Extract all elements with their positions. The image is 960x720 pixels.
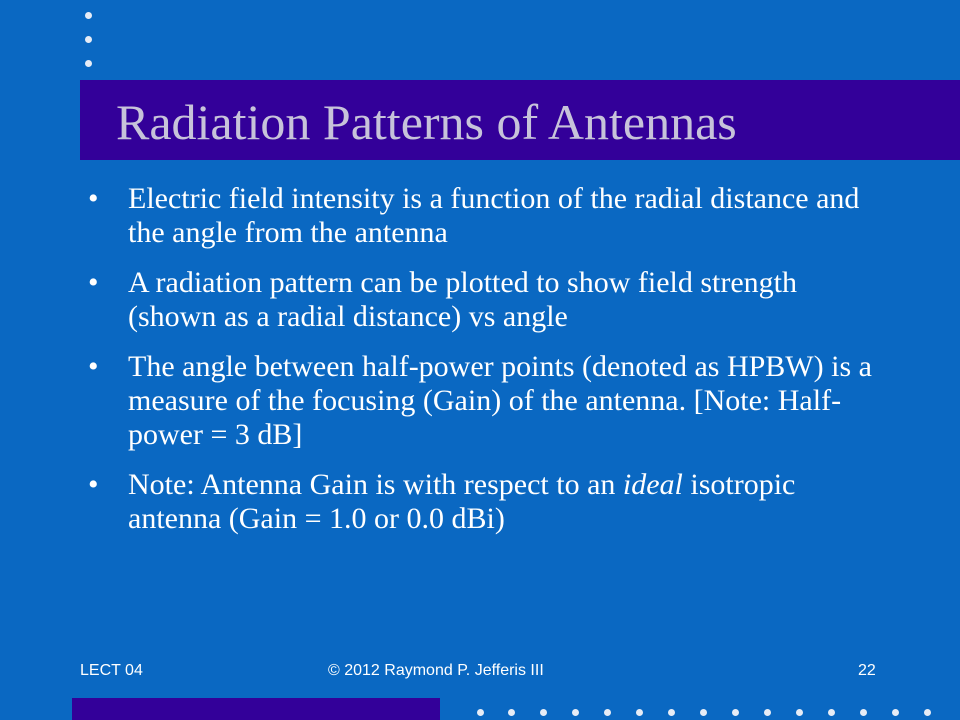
bullet-item <box>88 266 888 334</box>
bullet-item <box>88 350 888 452</box>
footer-center: © 2012 Raymond P. Jefferis III <box>328 662 544 679</box>
bullet-list <box>88 182 888 552</box>
bullet-text <box>128 468 795 535</box>
decor-dot <box>604 709 611 716</box>
bullet-mark: • <box>88 182 99 215</box>
decor-dot <box>924 709 931 716</box>
bullet-mark: • <box>88 266 99 299</box>
decor-dot <box>828 709 835 716</box>
bottom-bar <box>72 698 440 720</box>
bullet-mark: • <box>88 468 99 501</box>
decor-dot <box>796 709 803 716</box>
decor-dot <box>668 709 675 716</box>
bullet-text: The angle between half-power points (denoted as HPBW) is a measure of the focusing (Gain) of the antenna. [Note: Half-power = 3 dB] <box>128 350 872 451</box>
decor-dot <box>477 709 484 716</box>
decor-dot <box>508 709 515 716</box>
decor-dot <box>892 709 899 716</box>
bullet-item <box>88 468 888 536</box>
decor-dot <box>572 709 579 716</box>
footer-left: LECT 04 <box>80 662 143 679</box>
decor-dot <box>860 709 867 716</box>
decor-dot <box>732 709 739 716</box>
bullet-mark: • <box>88 350 99 383</box>
decor-dot <box>540 709 547 716</box>
decor-dot <box>700 709 707 716</box>
decor-dot <box>85 12 92 19</box>
decor-dot <box>85 60 92 67</box>
decor-dot <box>764 709 771 716</box>
bullet-text: Electric field intensity is a function of the radial distance and the angle from the antenna <box>128 182 860 249</box>
bullet-text: A radiation pattern can be plotted to show field strength (shown as a radial distance) vs angle <box>128 266 797 333</box>
decor-dot <box>85 36 92 43</box>
bullet-text-part: isotropic antenna (Gain = 1.0 or 0.0 dBi) <box>128 468 796 535</box>
decor-dot <box>636 709 643 716</box>
bullet-item <box>88 182 888 250</box>
slide-title: Radiation Patterns of Antennas <box>116 94 737 150</box>
bullet-text-italic: ideal <box>622 468 683 501</box>
bullet-text-part: Note: Antenna Gain is with respect to an <box>128 468 623 501</box>
footer-page-number: 22 <box>858 662 876 679</box>
